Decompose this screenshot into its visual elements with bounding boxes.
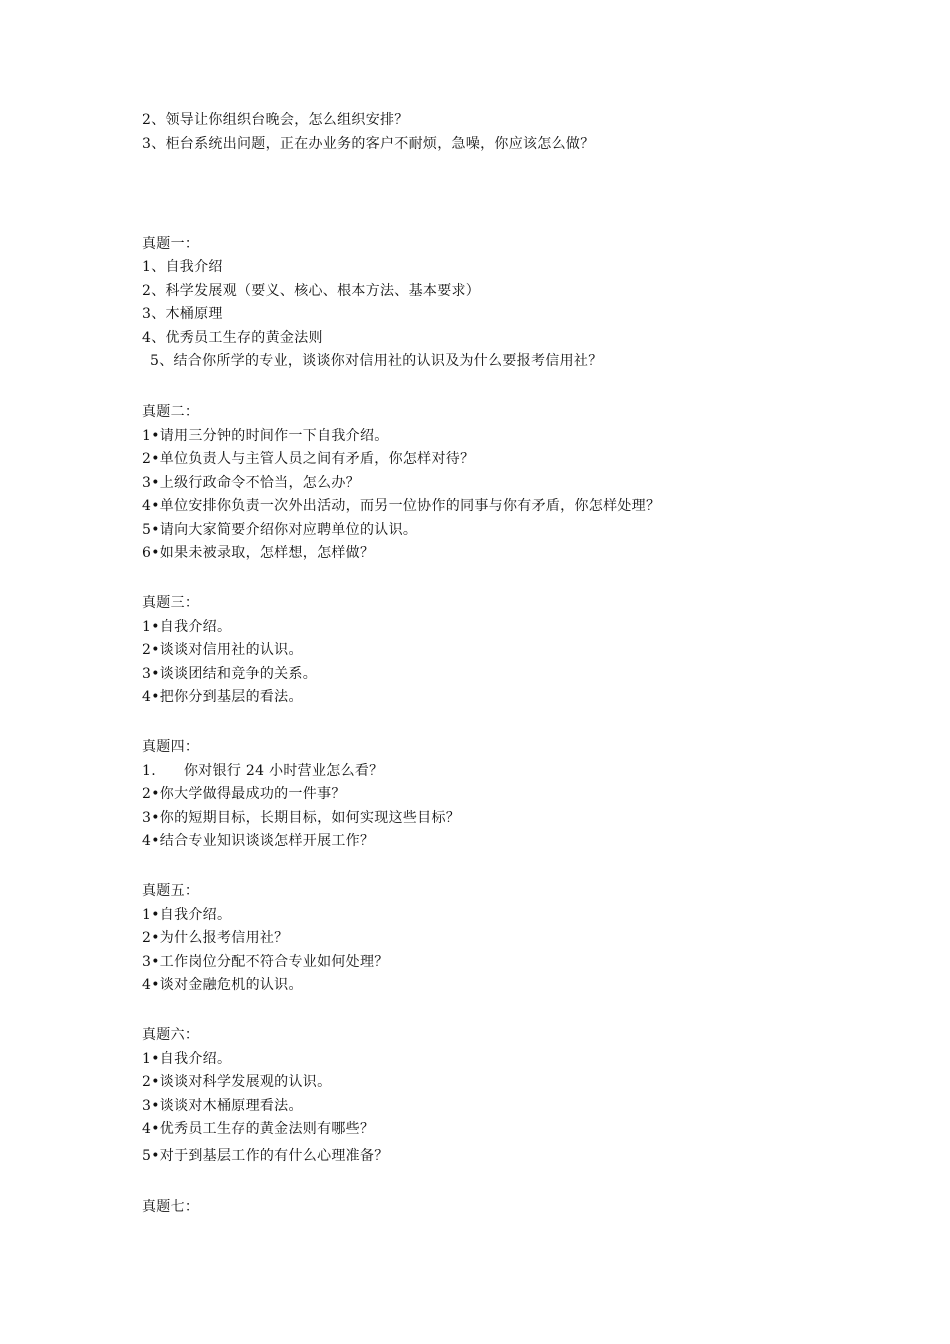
s6-item: 5•对于到基层工作的有什么心理准备？ <box>142 1148 389 1164</box>
s2-item: 6•如果未被录取，怎样想，怎样做？ <box>142 545 375 561</box>
s5-item: 2•为什么报考信用社？ <box>142 930 289 946</box>
s1-item: 1、自我介绍 <box>142 259 223 275</box>
s3-item: 3•谈谈团结和竞争的关系。 <box>142 666 318 682</box>
s6-item: 1•自我介绍。 <box>142 1051 232 1067</box>
section-title-3: 真题三： <box>142 595 200 611</box>
s2-item: 4•单位安排你负责一次外出活动，而另一位协作的同事与你有矛盾，你怎样处理？ <box>142 498 661 514</box>
s3-item: 2•谈谈对信用社的认识。 <box>142 642 303 658</box>
s6-item: 2•谈谈对科学发展观的认识。 <box>142 1074 332 1090</box>
s4-item-first <box>142 761 383 781</box>
s6-item: 3•谈谈对木桶原理看法。 <box>142 1098 303 1114</box>
s2-item: 2•单位负责人与主管人员之间有矛盾，你怎样对待？ <box>142 451 475 467</box>
section-title-4: 真题四： <box>142 739 200 755</box>
s4-item-text: 你对银行 24 小时营业怎么看？ <box>183 763 384 779</box>
s5-item: 4•谈对金融危机的认识。 <box>142 977 303 993</box>
s1-item: 2、科学发展观（要义、核心、根本方法、基本要求） <box>142 283 481 299</box>
s5-item: 3•工作岗位分配不符合专业如何处理？ <box>142 954 389 970</box>
section-title-5: 真题五： <box>142 883 200 899</box>
s2-item: 3•上级行政命令不恰当，怎么办？ <box>142 475 360 491</box>
section-title-2: 真题二： <box>142 404 200 420</box>
section-title-7: 真题七： <box>142 1199 200 1215</box>
s2-item: 1•请用三分钟的时间作一下自我介绍。 <box>142 428 389 444</box>
s6-item: 4•优秀员工生存的黄金法则有哪些？ <box>142 1121 375 1137</box>
section-title-6: 真题六： <box>142 1027 200 1043</box>
s4-item: 2•你大学做得最成功的一件事？ <box>142 786 346 802</box>
s2-item: 5•请向大家简要介绍你对应聘单位的认识。 <box>142 522 418 538</box>
s1-item: 5、结合你所学的专业，谈谈你对信用社的认识及为什么要报考信用社？ <box>150 353 603 369</box>
s4-item-number: 1. <box>142 763 156 779</box>
s1-item: 3、木桶原理 <box>142 306 223 322</box>
s1-item: 4、优秀员工生存的黄金法则 <box>142 330 323 346</box>
s4-item: 4•结合专业知识谈谈怎样开展工作？ <box>142 833 375 849</box>
intro-question-3: 3、柜台系统出问题，正在办业务的客户不耐烦，急噪，你应该怎么做？ <box>142 136 595 152</box>
s4-item: 3•你的短期目标，长期目标，如何实现这些目标？ <box>142 810 461 826</box>
section-title-1: 真题一： <box>142 236 200 252</box>
s3-item: 4•把你分到基层的看法。 <box>142 689 303 705</box>
intro-question-2: 2、领导让你组织台晚会，怎么组织安排？ <box>142 112 409 128</box>
s3-item: 1•自我介绍。 <box>142 619 232 635</box>
s5-item: 1•自我介绍。 <box>142 907 232 923</box>
